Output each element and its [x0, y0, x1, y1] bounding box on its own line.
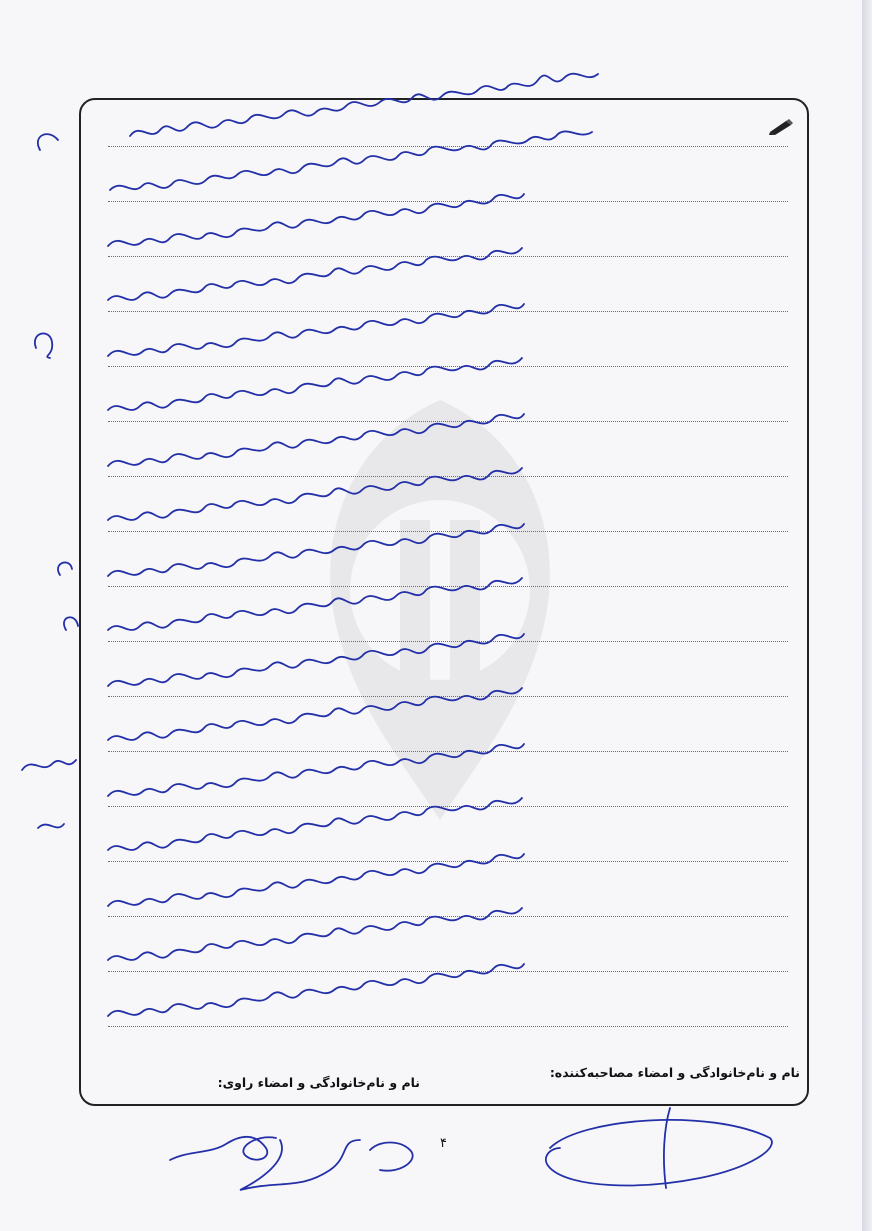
page-number: ۴ [440, 1136, 447, 1151]
interviewer-signature-label: نام و نام‌خانوادگی و امضاء مصاحبه‌کننده: [549, 1065, 800, 1080]
narrator-signature-label: نام و نام‌خانوادگی و امضاء راوی: [217, 1075, 420, 1090]
paper-edge [862, 0, 872, 1231]
signature-icon [520, 1098, 790, 1208]
signature-icon [150, 1100, 470, 1210]
